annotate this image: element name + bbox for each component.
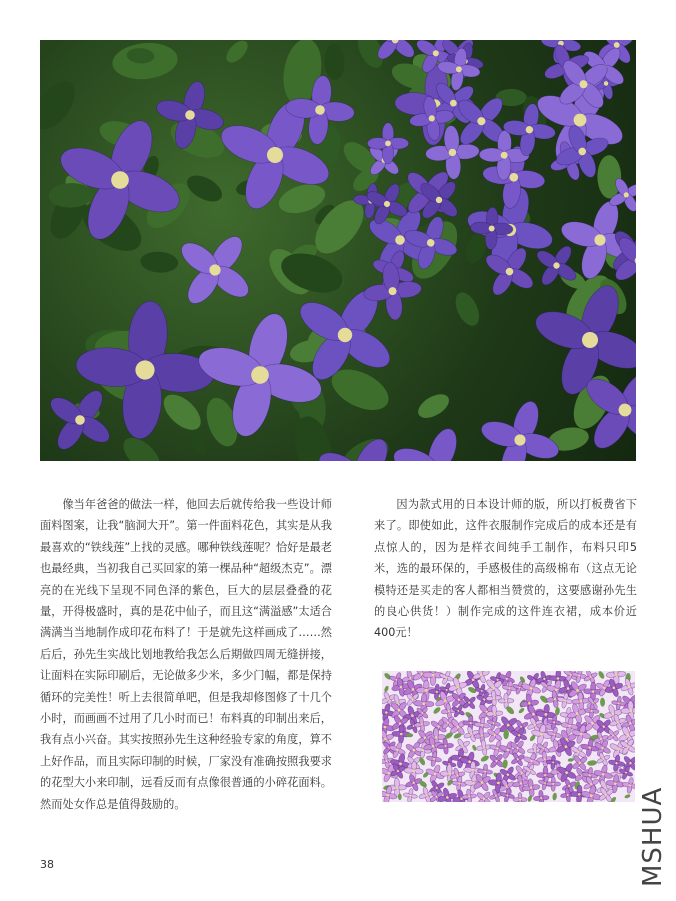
leaf-shape [40,74,83,136]
article-left-column [40,494,332,815]
leaf-shape [587,760,597,766]
clematis-flowers-image [40,40,636,461]
print-flower [513,793,527,802]
leaf-shape [552,792,557,800]
floral-print-swatch [382,671,635,802]
clematis-flower [379,414,492,461]
leaf-shape [597,155,621,199]
leaf-shape [324,43,345,80]
leaf-shape [140,250,179,273]
leaf-shape [518,707,525,714]
leaf-shape [188,429,210,457]
leaf-shape [600,698,605,707]
clematis-flower [159,214,272,327]
print-flower [533,790,550,802]
clematis-flower [469,389,570,461]
left-paragraph: 像当年爸爸的做法一样，他回去后就传给我一些设计师面料图案，让我“脑洞大开”。第一件面料花色，其实是从我最喜欢的“铁线莲”上找的灵感。哪种铁线莲呢？恰好是最老也最经典，当初我自己买回家的第一棵品种“超级杰克”。漂亮的在光线下呈现不同色泽的紫色，巨大的层层叠叠的花量，开得极盛时，真的是花中仙子，而且这“满溢感”太适合满满当当地制作成印花布料了！于是就先这样画成了……然后后，孙先生实战比划地教给我怎么后期做四周无缝拼接，让面料在实际印刷后，无论做多少米，多少门幅，都是保持循环的完美性！听上去很简单吧，但是我却修图修了十几个小时，而画画不过用了几小时而已！布料真的印制出来后，我有点小兴奋。其实按照孙先生这种经验专家的角度，算不上好作品，而且实际印制的时候，厂家没有准确按照我要求的花型大小来印制，远看反而有点像很普通的小碎花面料。然而处女作总是值得鼓励的。 [40,498,332,811]
leaf-shape [597,671,605,680]
leaf-shape [183,170,227,207]
leaf-shape [384,685,390,692]
clematis-photo [40,40,636,461]
fabric-pattern-image [382,671,635,802]
page-number: 38 [40,858,54,871]
leaf-shape [432,706,441,715]
article-right-column [374,494,637,644]
leaf-shape [624,794,631,799]
right-paragraph: 因为款式用的日本设计师的版，所以打板费省下来了。即使如此，这件衣服制作完成后的成本还是有点惊人的，因为是样衣间纯手工制作，布料只印5米，选的最环保的，手感极佳的高级棉布（这点无论模特还是买走的客人都相当赞赏的，这要感谢孙先生的良心供货！）制作完成的这件连衣裙，成本价近400元！ [374,498,637,640]
magazine-brand: MSHUA [638,786,668,887]
leaf-shape [223,40,252,66]
leaf-shape [480,754,490,762]
leaf-shape [502,759,508,769]
leaf-shape [398,793,402,800]
leaf-shape [157,388,207,436]
leaf-shape [414,389,453,422]
leaf-shape [451,289,484,330]
